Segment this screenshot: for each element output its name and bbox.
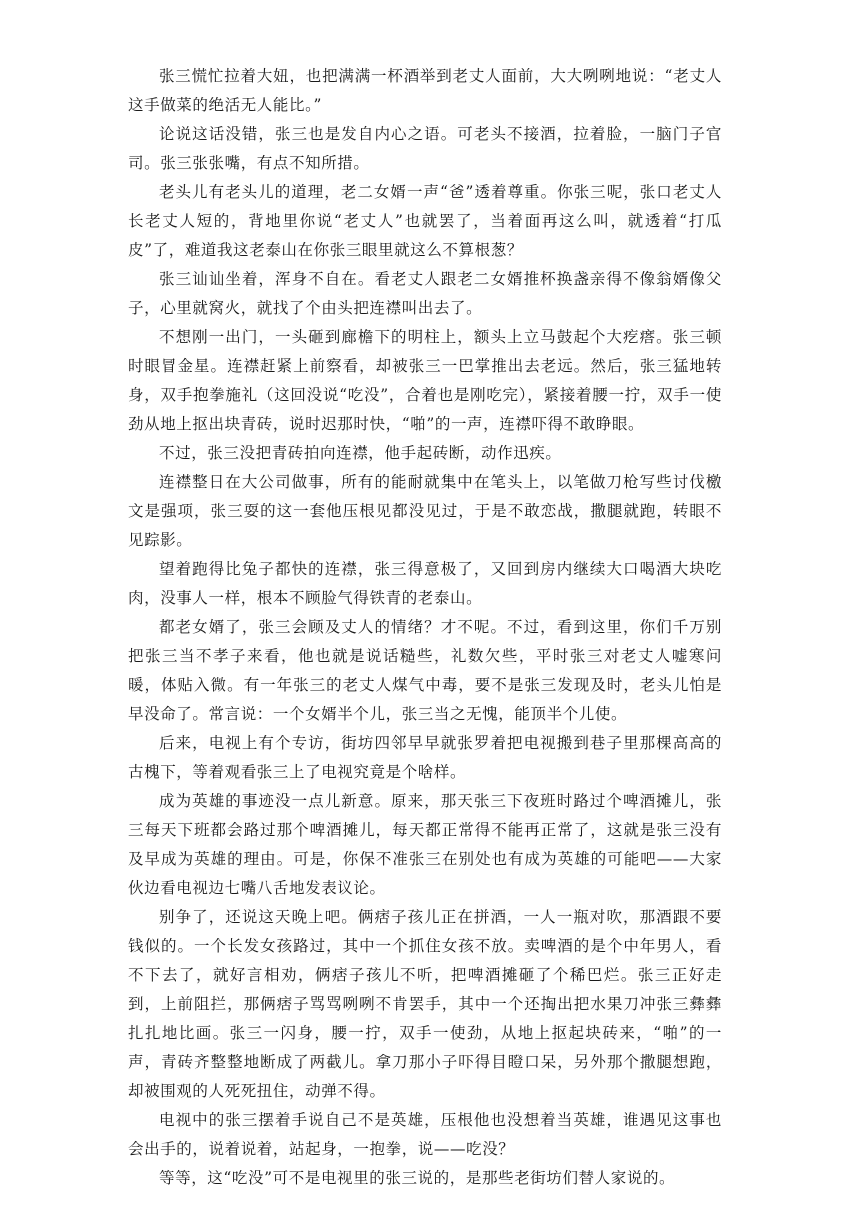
document-body bbox=[128, 62, 722, 1193]
paragraph: 电视中的张三摆着手说自己不是英雄，压根他也没想着当英雄，谁遇见这事也会出手的，说着说着，站起身，一抱拳，说——吃没？ bbox=[128, 1111, 722, 1158]
paragraph: 都老女婿了，张三会顾及丈人的情绪？才不呢。不过，看到这里，你们千万别把张三当不孝子来看，他也就是说话糙些，礼数欠些，平时张三对老丈人嘘寒问暖，体贴入微。有一年张三的老丈人煤气中毒，要不是张三发现及时，老头儿怕是早没命了。常言说：一个女婿半个儿，张三当之无愧，能顶半个儿使。 bbox=[128, 618, 722, 723]
paragraph: 不过，张三没把青砖拍向连襟，他手起砖断，动作迅疾。 bbox=[159, 444, 562, 462]
paragraph: 别争了，还说这天晚上吧。俩痞子孩儿正在拼酒，一人一瓶对吹，那酒跟不要钱似的。一个长发女孩路过，其中一个抓住女孩不放。卖啤酒的是个中年男人，看不下去了，就好言相劝，俩痞子孩儿不听，把啤酒摊砸了个稀巴烂。张三正好走到，上前阻拦，那俩痞子骂骂咧咧不肯罢手，其中一个还掏出把水果刀冲张三彝彝扎扎地比画。张三一闪身，腰一拧，双手一使劲，从地上抠起块砖来，“啪”的一声，青砖齐整整地断成了两截儿。拿刀那小子吓得目瞪口呆，另外那个撒腿想跑，却被围观的人死死扭住，动弹不得。 bbox=[128, 908, 722, 1100]
paragraph: 不想刚一出门，一头砸到廊檐下的明柱上，额头上立马鼓起个大疙瘩。张三顿时眼冒金星。连襟赶紧上前察看，却被张三一巴掌推出去老远。然后，张三猛地转身，双手抱拳施礼（这回没说“吃没”，合着也是刚吃完），紧接着腰一拧，双手一使劲从地上抠出块青砖，说时迟那时快，“啪”的一声，连襟吓得不敢睁眼。 bbox=[128, 328, 722, 433]
paragraph: 等等，这“吃没”可不是电视里的张三说的，是那些老街坊们替人家说的。 bbox=[159, 1169, 676, 1187]
paragraph: 老头儿有老头儿的道理，老二女婿一声“爸”透着尊重。你张三呢，张口老丈人长老丈人短的，背地里你说“老丈人”也就罢了，当着面再这么叫，就透着“打瓜皮”了，难道我这老泰山在你张三眼里就这么不算根葱？ bbox=[128, 183, 722, 259]
paragraph: 后来，电视上有个专访，街坊四邻早早就张罗着把电视搬到巷子里那棵高高的古槐下，等着观看张三上了电视究竟是个啥样。 bbox=[128, 734, 722, 781]
paragraph: 连襟整日在大公司做事，所有的能耐就集中在笔头上，以笔做刀枪写些讨伐檄文是强项，张三耍的这一套他压根见都没见过，于是不敢恋战，撒腿就跑，转眼不见踪影。 bbox=[128, 473, 722, 549]
paragraph: 成为英雄的事迹没一点儿新意。原来，那天张三下夜班时路过个啤酒摊儿，张三每天下班都会路过那个啤酒摊儿，每天都正常得不能再正常了，这就是张三没有及早成为英雄的理由。可是，你保不准张三在别处也有成为英雄的可能吧——大家伙边看电视边七嘴八舌地发表议论。 bbox=[128, 792, 722, 897]
paragraph: 张三讪讪坐着，浑身不自在。看老丈人跟老二女婿推杯换盏亲得不像翁婿像父子，心里就窝火，就找了个由头把连襟叫出去了。 bbox=[128, 270, 722, 317]
paragraph: 论说这话没错，张三也是发自内心之语。可老头不接酒，拉着脸，一脑门子官司。张三张张嘴，有点不知所措。 bbox=[128, 125, 722, 172]
paragraph: 张三慌忙拉着大妞，也把满满一杯酒举到老丈人面前，大大咧咧地说：“老丈人这手做菜的绝活无人能比。” bbox=[128, 67, 722, 114]
paragraph: 望着跑得比兔子都快的连襟，张三得意极了，又回到房内继续大口喝酒大块吃肉，没事人一样，根本不顾脸气得铁青的老泰山。 bbox=[128, 560, 722, 607]
